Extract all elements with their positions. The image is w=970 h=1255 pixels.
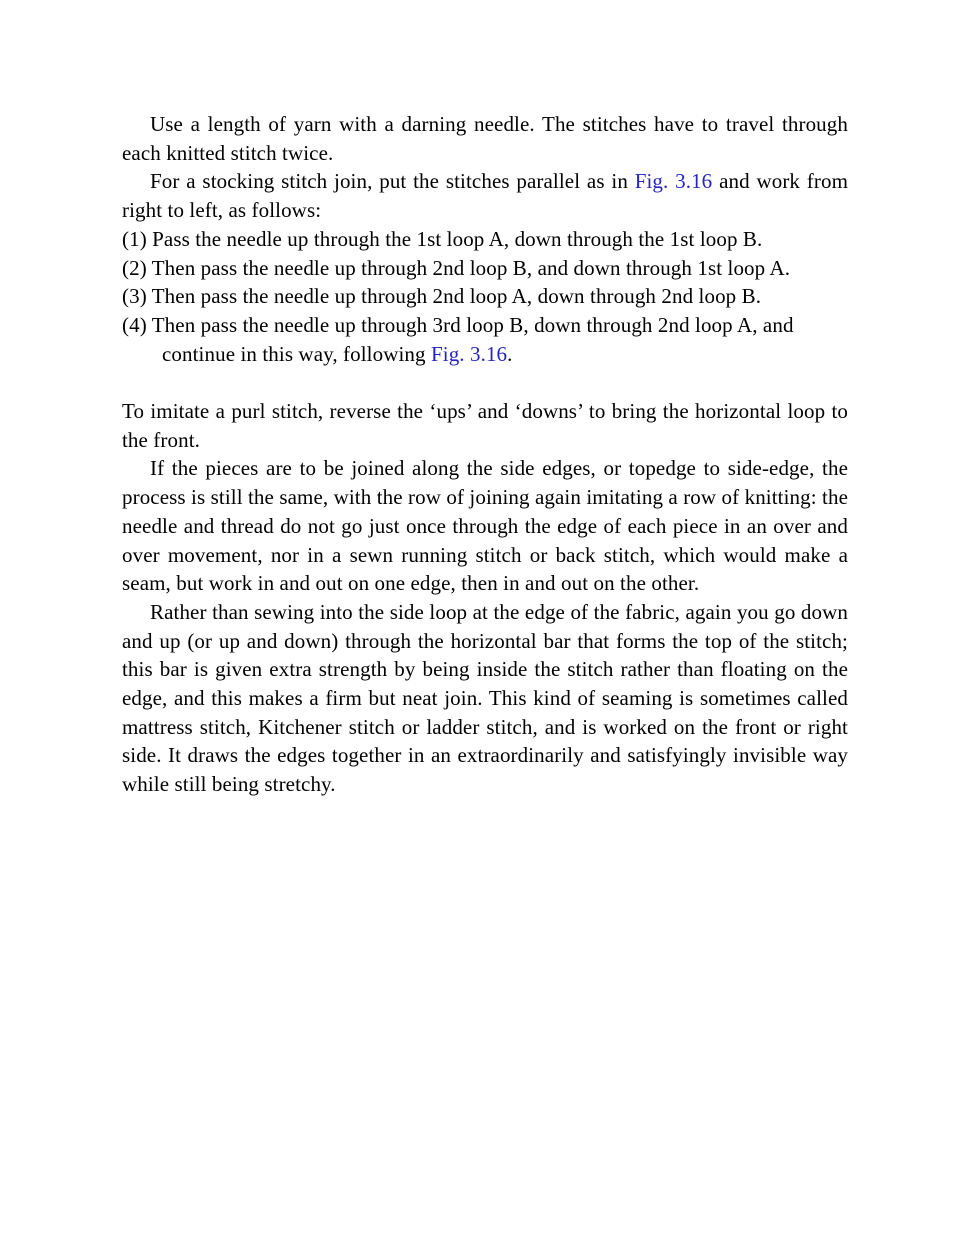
paragraph-mattress: Rather than sewing into the side loop at the edge of the fabric, again you go down and up (or up and down) through the horizontal bar that forms the top of the stitch; this bar is given extra strength by being inside the stitch rather than floating on the edge, and this makes a firm but neat join. This kind of seaming is sometimes called mattress stitch, Kitchener stitch or ladder stitch, and is worked on the front or right side. It draws the edges together in an extraordinarily and satisfyingly invisible way while still being stretchy. [122, 599, 848, 797]
paragraph-text: and work from right to left, as follows: [122, 169, 849, 223]
figure-3-16-link[interactable]: Fig. 3.16 [634, 169, 713, 194]
paragraph-intro: Use a length of yarn with a darning needle. The stitches have to travel through each knitted stitch twice. [122, 112, 848, 165]
step-text: (4) Then pass the needle up through 3rd loop B, down through 2nd loop A, and continue in this way, following [122, 312, 794, 366]
paragraph-purl: To imitate a purl stitch, reverse the ‘ups’ and ‘downs’ to bring the horizontal loop to the front. [122, 399, 848, 452]
figure-3-16-link[interactable]: Fig. 3.16 [430, 341, 508, 366]
page-text-content [122, 110, 848, 799]
step-text: . [507, 341, 513, 366]
paragraph-side-edges: If the pieces are to be joined along the side edges, or topedge to side-edge, the process is still the same, with the row of joining again imitating a row of knitting: the needle and thread do not go just once through the edge of each piece in an over and over movement, nor in a sewn running stitch or back stitch, which would make a seam, but work in and out on one edge, then in and out on the other. [122, 456, 848, 596]
step-4 [122, 311, 848, 368]
paragraph-stocking-join [122, 167, 848, 224]
step-1: (1) Pass the needle up through the 1st loop A, down through the 1st loop B. [122, 226, 763, 251]
step-3: (3) Then pass the needle up through 2nd loop A, down through 2nd loop B. [122, 284, 762, 309]
paragraph-text: For a stocking stitch join, put the stitches parallel as in [150, 169, 635, 194]
step-2: (2) Then pass the needle up through 2nd loop B, and down through 1st loop A. [122, 255, 791, 280]
